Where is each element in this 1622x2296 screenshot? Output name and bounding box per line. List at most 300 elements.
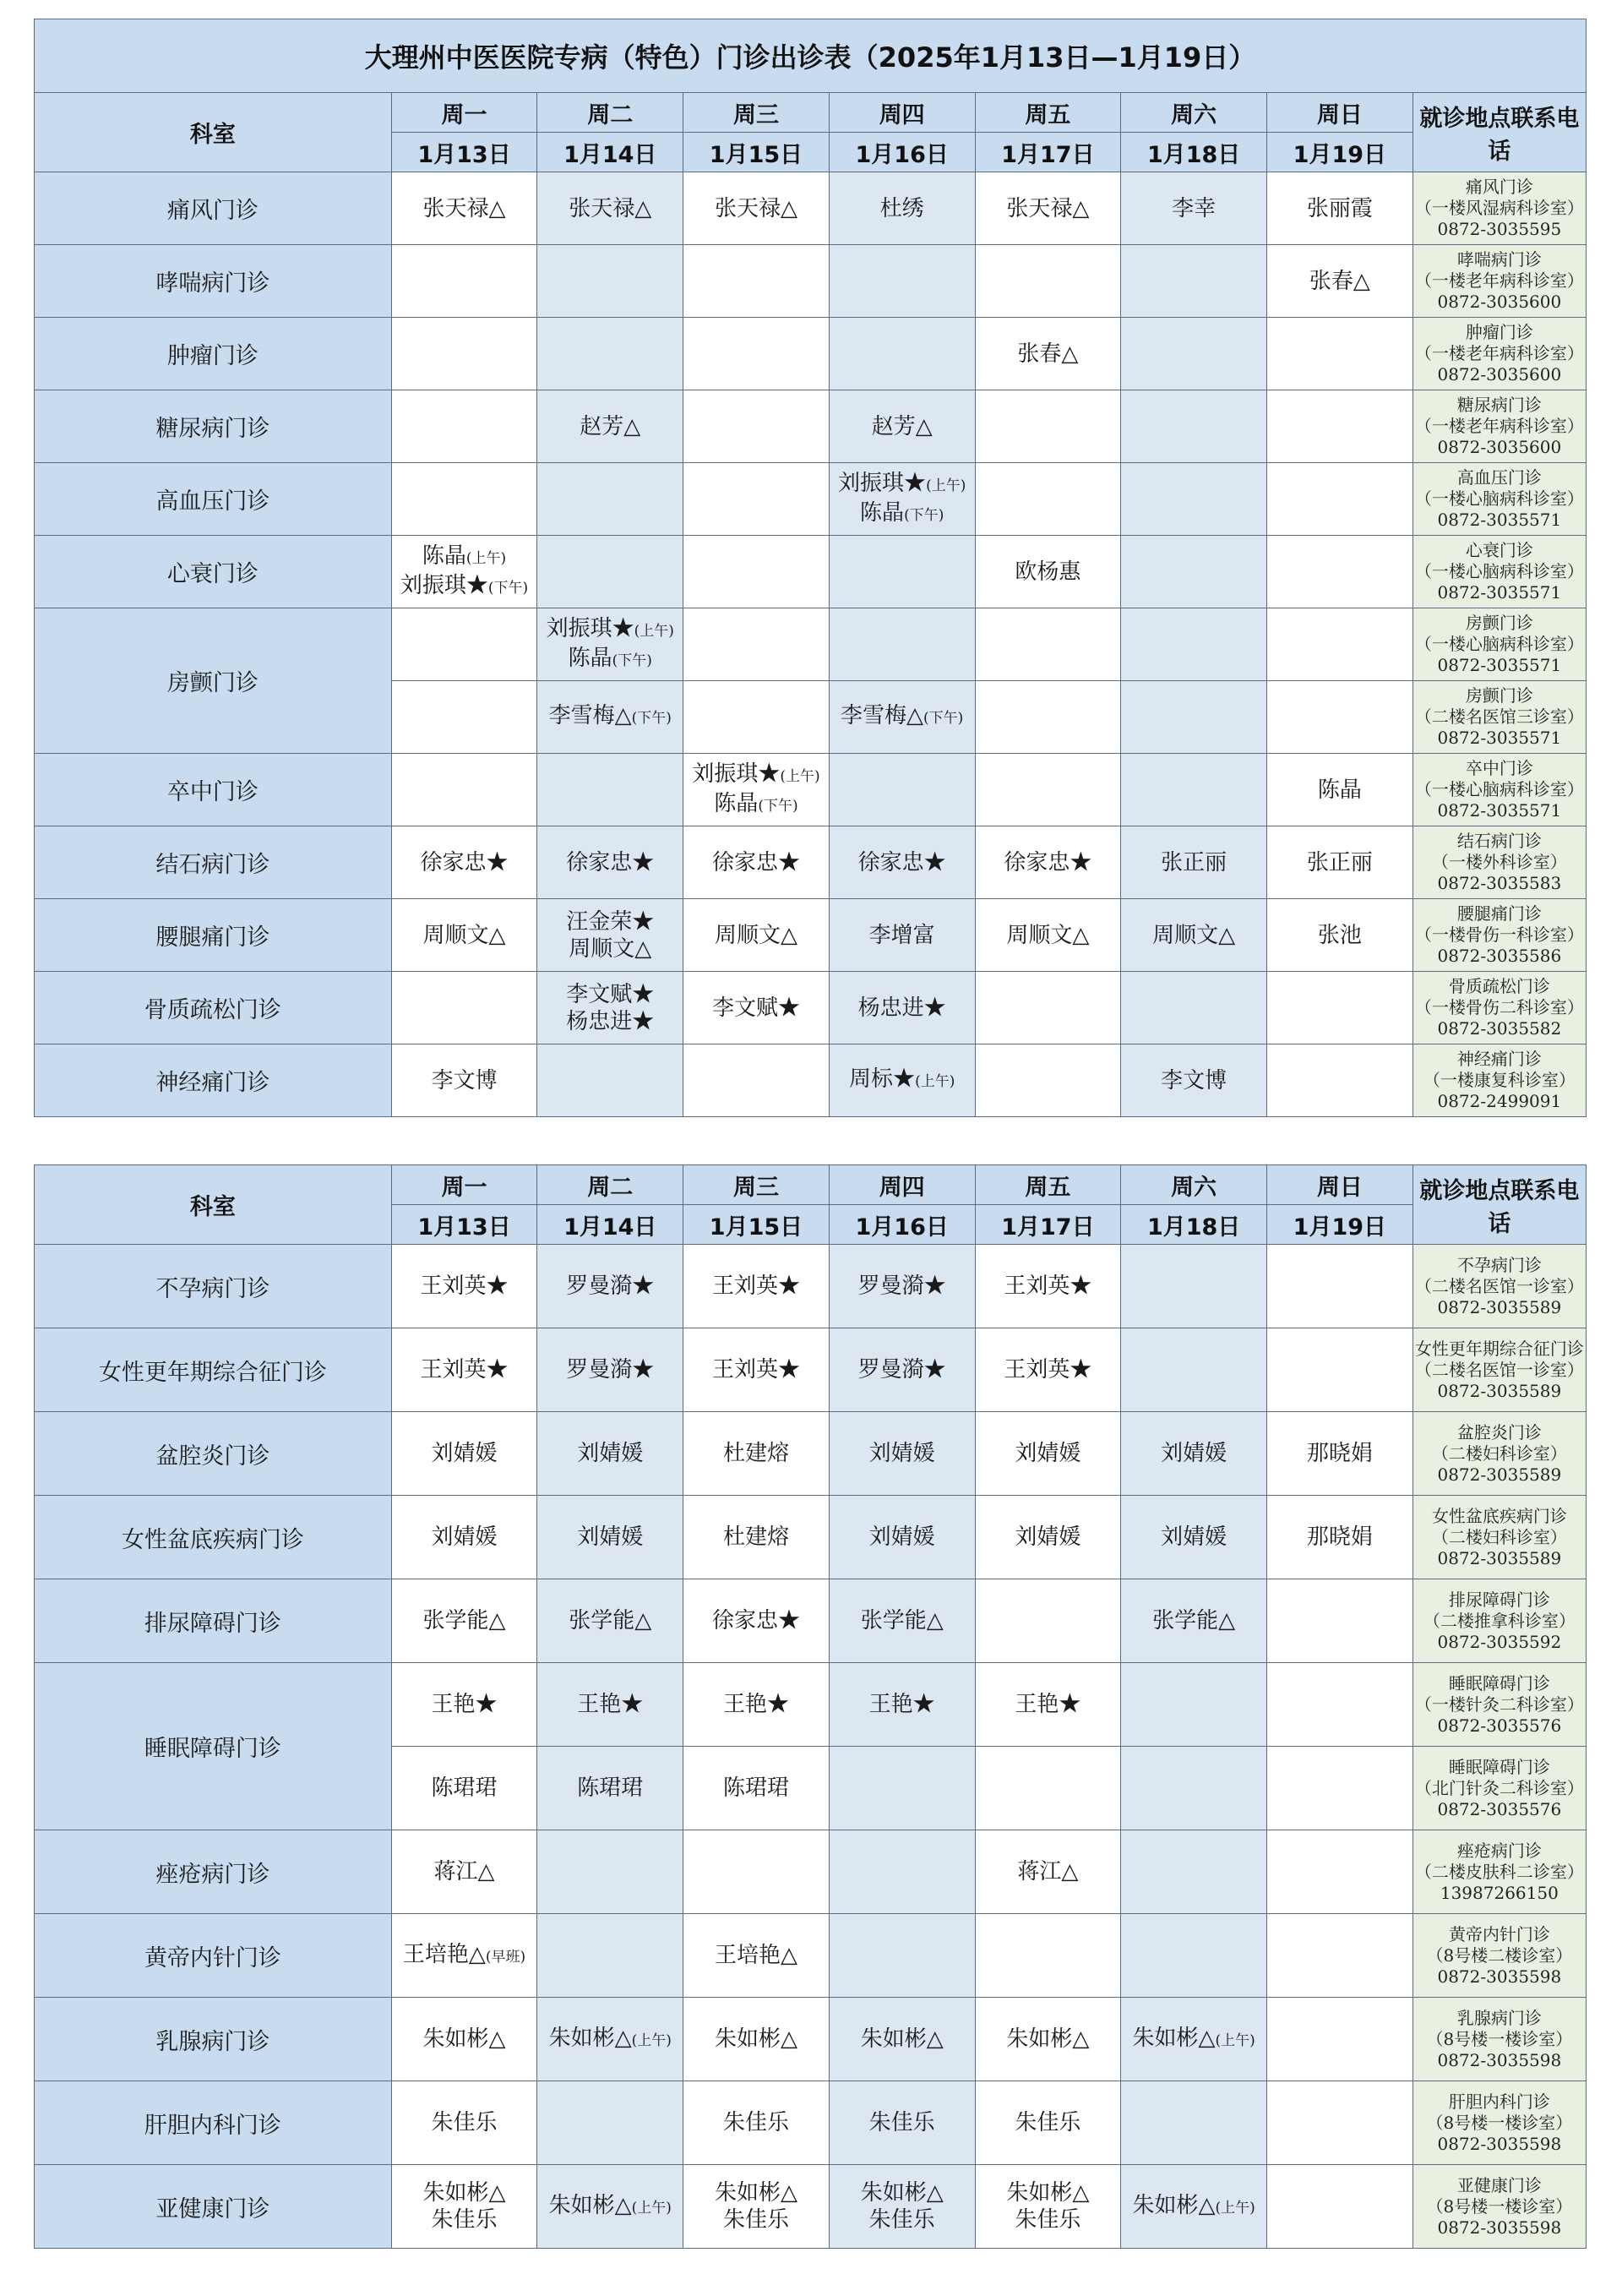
doctor-entry <box>537 1273 683 1300</box>
doctor-entry <box>392 2206 537 2233</box>
doctor-entry <box>976 1858 1121 1885</box>
doctor-cell <box>1121 1245 1267 1328</box>
location-line: 盆腔炎门诊 <box>1456 1421 1542 1442</box>
doctor-name: 张春△ <box>1309 268 1370 294</box>
location-line: （8号楼一楼诊室） <box>1426 2112 1573 2133</box>
location-line: 黄帝内针门诊 <box>1448 1923 1550 1944</box>
doctor-name: 陈珺珺 <box>431 1775 498 1801</box>
dept-name: 房颤门诊 <box>35 608 392 754</box>
doctor-name: 罗曼漪★ <box>857 1273 946 1299</box>
location-contact <box>1412 1328 1586 1412</box>
phone-number: 0872-3035586 <box>1437 946 1562 966</box>
phone-number: 0872-3035600 <box>1437 364 1562 384</box>
doctor-name: 王艳★ <box>868 1692 935 1717</box>
doctor-cell <box>975 1496 1121 1579</box>
doctor-entry <box>392 1691 537 1718</box>
phone-number: 0872-3035592 <box>1437 1631 1562 1652</box>
doctor-name: 朱佳乐 <box>431 2110 498 2135</box>
doctor-cell <box>391 826 537 899</box>
doctor-cell <box>829 2165 975 2249</box>
doctor-entry <box>392 2109 537 2136</box>
doctor-entry <box>1121 849 1266 876</box>
doctor-cell <box>537 172 683 245</box>
doctor-name: 朱如彬△ <box>548 2025 632 2051</box>
doctor-entry <box>683 849 829 876</box>
doctor-name: 王刘英★ <box>420 1357 509 1383</box>
doctor-entry <box>976 1691 1121 1718</box>
doctor-entry <box>976 2179 1121 2206</box>
doctor-name: 张池 <box>1317 922 1362 948</box>
table-row <box>35 1830 1587 1914</box>
doctor-entry <box>537 195 683 222</box>
table-row <box>35 1044 1587 1117</box>
phone-number: 0872-3035576 <box>1437 1715 1562 1736</box>
doctor-name: 王刘英★ <box>420 1273 509 1299</box>
doctor-entry <box>830 1691 975 1718</box>
doctor-entry <box>1267 777 1412 804</box>
doctor-name: 刘婧媛 <box>1015 1524 1081 1550</box>
location-line: （8号楼一楼诊室） <box>1426 2028 1573 2049</box>
doctor-entry <box>537 702 683 732</box>
session-note: (上午) <box>465 549 507 567</box>
doctor-entry <box>683 1524 829 1551</box>
doctor-cell <box>537 390 683 463</box>
doctor-cell <box>683 1747 830 1830</box>
doctor-cell <box>391 2165 537 2249</box>
doctor-cell <box>975 172 1121 245</box>
location-header: 就诊地点联系电话 <box>1412 93 1586 172</box>
doctor-cell <box>1121 172 1267 245</box>
location-line: （二楼皮肤科二诊室） <box>1414 1861 1584 1882</box>
location-line: （一楼老年病科诊室） <box>1414 416 1584 436</box>
doctor-name: 朱如彬△ <box>714 2180 797 2206</box>
phone-number: 0872-2499091 <box>1437 1091 1562 1111</box>
doctor-cell <box>1121 608 1267 681</box>
location-line: 结石病门诊 <box>1456 831 1542 851</box>
doctor-name: 徐家忠★ <box>566 849 655 875</box>
doctor-cell <box>683 1245 830 1328</box>
doctor-cell <box>829 899 975 972</box>
dept-name: 排尿障碍门诊 <box>35 1579 392 1663</box>
location-line: （二楼名医馆三诊室） <box>1414 706 1584 727</box>
doctor-name: 朱如彬△ <box>714 2026 797 2052</box>
doctor-cell <box>975 1914 1121 1998</box>
table-row <box>35 536 1587 608</box>
table-row <box>35 1998 1587 2081</box>
session-note: (下午) <box>904 506 944 524</box>
doctor-name: 张丽霞 <box>1306 195 1373 221</box>
day-header: 周四 <box>829 1165 975 1205</box>
location-line: 糖尿病门诊 <box>1456 395 1542 415</box>
doctor-cell <box>829 754 975 826</box>
date-header: 1月15日 <box>683 1205 830 1245</box>
doctor-cell <box>537 1496 683 1579</box>
doctor-name: 陈珺珺 <box>577 1775 644 1801</box>
date-header: 1月14日 <box>537 133 683 172</box>
location-contact <box>1412 608 1586 681</box>
doctor-cell <box>829 681 975 754</box>
location-line: 肝胆内科门诊 <box>1448 2091 1550 2112</box>
location-line: 女性盆底疾病门诊 <box>1431 1505 1567 1526</box>
doctor-cell <box>975 1245 1121 1328</box>
doctor-name: 王培艳△ <box>714 1943 797 1968</box>
doctor-name: 朱佳乐 <box>431 2207 498 2233</box>
doctor-cell <box>975 754 1121 826</box>
doctor-cell <box>1266 2081 1412 2165</box>
session-note: (上午) <box>634 622 674 640</box>
doctor-cell <box>975 681 1121 754</box>
location-contact <box>1412 1830 1586 1914</box>
phone-number: 0872-3035598 <box>1437 2049 1562 2070</box>
doctor-name: 李雪梅△ <box>841 703 924 728</box>
dept-name: 骨质疏松门诊 <box>35 972 392 1044</box>
doctor-name: 汪金荣★ <box>566 908 655 935</box>
doctor-cell <box>537 754 683 826</box>
doctor-entry <box>976 922 1121 949</box>
day-header: 周日 <box>1266 93 1412 133</box>
doctor-cell <box>537 1830 683 1914</box>
session-note: (下午) <box>612 652 652 669</box>
doctor-cell <box>1121 681 1267 754</box>
doctor-entry <box>1267 849 1412 876</box>
doctor-cell <box>537 826 683 899</box>
doctor-cell <box>537 1412 683 1496</box>
doctor-entry <box>392 572 537 602</box>
doctor-entry <box>392 1273 537 1300</box>
doctor-name: 徐家忠★ <box>711 1608 800 1633</box>
doctor-cell <box>829 1747 975 1830</box>
doctor-name: 周顺文△ <box>422 922 506 948</box>
date-header: 1月16日 <box>829 133 975 172</box>
doctor-entry <box>392 1858 537 1885</box>
doctor-entry <box>1121 2192 1266 2222</box>
doctor-entry <box>683 761 829 790</box>
doctor-cell <box>537 1245 683 1328</box>
doctor-cell <box>975 245 1121 318</box>
doctor-name: 李幸 <box>1172 195 1216 221</box>
session-note: (下午) <box>487 579 529 597</box>
location-line: 神经痛门诊 <box>1456 1049 1542 1069</box>
doctor-cell <box>537 1914 683 1998</box>
doctor-name: 杜建熔 <box>722 1524 789 1550</box>
doctor-name: 那晓娟 <box>1306 1441 1373 1466</box>
table-row <box>35 172 1587 245</box>
doctor-name: 李文赋★ <box>711 995 800 1021</box>
doctor-name: 李文博 <box>431 1067 498 1093</box>
doctor-cell <box>1266 972 1412 1044</box>
doctor-cell <box>391 608 537 681</box>
doctor-entry <box>976 849 1121 876</box>
doctor-name: 陈晶 <box>714 790 759 816</box>
doctor-cell <box>829 463 975 536</box>
doctor-name: 张学能△ <box>860 1608 944 1633</box>
location-line: （一楼骨伤一科诊室） <box>1414 924 1584 945</box>
doctor-cell <box>391 390 537 463</box>
doctor-entry <box>537 413 683 440</box>
doctor-cell <box>1266 1245 1412 1328</box>
doctor-name: 朱如彬△ <box>860 2026 944 2052</box>
doctor-cell <box>829 1914 975 1998</box>
doctor-name: 刘婧媛 <box>1161 1524 1227 1550</box>
doctor-name: 朱如彬△ <box>1006 2026 1090 2052</box>
doctor-cell <box>537 318 683 390</box>
doctor-entry <box>976 1440 1121 1467</box>
doctor-entry <box>683 1356 829 1383</box>
doctor-cell <box>683 1328 830 1412</box>
doctor-name: 李文赋★ <box>566 981 655 1007</box>
doctor-entry <box>976 1273 1121 1300</box>
doctor-cell <box>1121 536 1267 608</box>
doctor-cell <box>1266 1579 1412 1663</box>
doctor-name: 徐家忠★ <box>857 849 946 875</box>
doctor-cell <box>683 1914 830 1998</box>
table-row <box>35 754 1587 826</box>
doctor-cell <box>829 1412 975 1496</box>
doctor-entry <box>976 195 1121 222</box>
doctor-cell <box>391 1747 537 1830</box>
doctor-entry <box>1121 2025 1266 2054</box>
doctor-name: 赵芳△ <box>871 413 933 439</box>
doctor-entry <box>1121 1440 1266 1467</box>
doctor-cell <box>1266 1830 1412 1914</box>
doctor-cell <box>1121 2165 1267 2249</box>
doctor-name: 朱如彬△ <box>860 2180 944 2206</box>
doctor-cell <box>975 1328 1121 1412</box>
dept-name: 痤疮病门诊 <box>35 1830 392 1914</box>
date-header: 1月15日 <box>683 133 830 172</box>
doctor-cell <box>975 1579 1121 1663</box>
doctor-entry <box>976 1356 1121 1383</box>
doctor-name: 张正丽 <box>1161 849 1227 875</box>
doctor-entry <box>537 1524 683 1551</box>
schedule-body-2 <box>35 1245 1587 2249</box>
doctor-entry <box>392 1356 537 1383</box>
doctor-name: 赵芳△ <box>580 413 641 439</box>
location-line: （一楼老年病科诊室） <box>1414 343 1584 363</box>
doctor-cell <box>1266 172 1412 245</box>
doctor-cell <box>829 172 975 245</box>
doctor-entry <box>976 2206 1121 2233</box>
doctor-entry <box>537 849 683 876</box>
location-contact <box>1412 1914 1586 1998</box>
day-header: 周日 <box>1266 1165 1412 1205</box>
doctor-cell <box>1266 754 1412 826</box>
doctor-cell <box>391 754 537 826</box>
doctor-name: 欧杨惠 <box>1015 559 1081 585</box>
location-line: 痛风门诊 <box>1465 177 1533 197</box>
doctor-entry <box>830 2179 975 2206</box>
doctor-entry <box>1121 922 1266 949</box>
doctor-cell <box>683 245 830 318</box>
doctor-entry <box>683 2026 829 2053</box>
doctor-cell <box>1266 2165 1412 2249</box>
doctor-cell <box>1266 1328 1412 1412</box>
doctor-entry <box>830 1273 975 1300</box>
day-header: 周二 <box>537 1165 683 1205</box>
doctor-name: 徐家忠★ <box>711 849 800 875</box>
session-note: (上午) <box>926 477 966 494</box>
doctor-name: 王艳★ <box>722 1692 789 1717</box>
location-line: 睡眠障碍门诊 <box>1448 1672 1550 1693</box>
location-line: 不孕病门诊 <box>1456 1254 1542 1275</box>
doctor-entry <box>976 559 1121 586</box>
doctor-entry <box>392 1775 537 1802</box>
table-row <box>35 1412 1587 1496</box>
doctor-name: 张春△ <box>1017 341 1079 367</box>
doctor-entry <box>392 2026 537 2053</box>
doctor-name: 徐家忠★ <box>1004 849 1092 875</box>
doctor-name: 刘婧媛 <box>577 1441 644 1466</box>
session-note: (上午) <box>631 2199 672 2217</box>
doctor-cell <box>391 899 537 972</box>
doctor-name: 杨忠进★ <box>857 995 946 1021</box>
day-header: 周三 <box>683 93 830 133</box>
location-contact <box>1412 1245 1586 1328</box>
doctor-cell <box>683 608 830 681</box>
doctor-name: 刘振琪★ <box>400 572 488 598</box>
doctor-name: 陈晶 <box>422 543 466 569</box>
day-header: 周六 <box>1121 1165 1267 1205</box>
doctor-cell <box>391 318 537 390</box>
session-note: (上午) <box>631 2031 672 2049</box>
doctor-entry <box>537 645 683 674</box>
doctor-entry <box>683 195 829 222</box>
doctor-name: 李增富 <box>868 922 935 948</box>
doctor-entry <box>683 1273 829 1300</box>
location-contact <box>1412 2165 1586 2249</box>
doctor-cell <box>391 1914 537 1998</box>
doctor-cell <box>391 1245 537 1328</box>
location-contact <box>1412 754 1586 826</box>
doctor-cell <box>829 1663 975 1747</box>
doctor-entry <box>537 1356 683 1383</box>
doctor-cell <box>683 463 830 536</box>
doctor-cell <box>1266 463 1412 536</box>
doctor-name: 张学能△ <box>1152 1608 1236 1633</box>
doctor-name: 陈珺珺 <box>722 1775 789 1801</box>
day-header: 周四 <box>829 93 975 133</box>
doctor-name: 刘振琪★ <box>838 470 927 496</box>
doctor-entry <box>1267 922 1412 949</box>
doctor-cell <box>683 2081 830 2165</box>
doctor-entry <box>830 1607 975 1634</box>
doctor-entry <box>392 543 537 572</box>
doctor-entry <box>1121 195 1266 222</box>
doctor-name: 王刘英★ <box>1004 1357 1092 1383</box>
location-line: 高血压门诊 <box>1456 467 1542 488</box>
dept-name: 心衰门诊 <box>35 536 392 608</box>
doctor-cell <box>537 681 683 754</box>
doctor-cell <box>975 1830 1121 1914</box>
location-line: 女性更年期综合征门诊 <box>1414 1338 1584 1359</box>
day-header: 周一 <box>391 1165 537 1205</box>
doctor-cell <box>829 390 975 463</box>
location-contact <box>1412 245 1586 318</box>
doctor-entry <box>976 2109 1121 2136</box>
doctor-entry <box>1267 1524 1412 1551</box>
doctor-cell <box>829 2081 975 2165</box>
doctor-entry <box>392 922 537 949</box>
doctor-entry <box>830 1524 975 1551</box>
location-contact <box>1412 1412 1586 1496</box>
doctor-name: 朱如彬△ <box>548 2192 632 2218</box>
schedule-table-1 <box>34 19 1587 1117</box>
dept-name: 盆腔炎门诊 <box>35 1412 392 1496</box>
dept-name: 痛风门诊 <box>35 172 392 245</box>
table-row <box>35 463 1587 536</box>
dept-name: 哮喘病门诊 <box>35 245 392 318</box>
doctor-entry <box>830 1440 975 1467</box>
doctor-cell <box>1266 899 1412 972</box>
doctor-cell <box>1266 1412 1412 1496</box>
doctor-cell <box>975 390 1121 463</box>
doctor-entry <box>537 1775 683 1802</box>
location-contact <box>1412 318 1586 390</box>
table-row <box>35 1579 1587 1663</box>
doctor-cell <box>829 1998 975 2081</box>
table-row <box>35 1496 1587 1579</box>
location-line: 腰腿痛门诊 <box>1456 903 1542 924</box>
location-contact <box>1412 2081 1586 2165</box>
dept-name: 卒中门诊 <box>35 754 392 826</box>
doctor-entry <box>830 2109 975 2136</box>
doctor-entry <box>392 2179 537 2206</box>
doctor-cell <box>1121 1914 1267 1998</box>
doctor-name: 陈晶 <box>568 645 612 671</box>
doctor-entry <box>830 995 975 1022</box>
phone-number: 0872-3035589 <box>1437 1547 1562 1568</box>
doctor-cell <box>537 1328 683 1412</box>
phone-number: 0872-3035571 <box>1437 655 1562 675</box>
doctor-name: 张学能△ <box>569 1608 652 1633</box>
doctor-cell <box>391 1328 537 1412</box>
location-contact <box>1412 1663 1586 1747</box>
doctor-name: 刘振琪★ <box>692 761 781 787</box>
location-contact <box>1412 1579 1586 1663</box>
doctor-cell <box>537 1044 683 1117</box>
phone-number: 0872-3035595 <box>1437 219 1562 239</box>
doctor-cell <box>683 1412 830 1496</box>
phone-number: 0872-3035589 <box>1437 1296 1562 1317</box>
day-header: 周五 <box>975 1165 1121 1205</box>
doctor-cell <box>391 1412 537 1496</box>
doctor-name: 朱如彬△ <box>1132 2025 1216 2051</box>
dept-name: 黄帝内针门诊 <box>35 1914 392 1998</box>
doctor-name: 陈晶 <box>860 499 905 526</box>
phone-number: 0872-3035582 <box>1437 1018 1562 1039</box>
doctor-cell <box>683 1830 830 1914</box>
doctor-entry <box>1121 1607 1266 1634</box>
doctor-name: 朱如彬△ <box>422 2180 506 2206</box>
page-title: 大理州中医医院专病（特色）门诊出诊表（2025年1月13日—1月19日） <box>35 19 1587 93</box>
doctor-entry <box>392 1941 537 1971</box>
doctor-cell <box>829 1245 975 1328</box>
dept-name: 肿瘤门诊 <box>35 318 392 390</box>
session-note: (上午) <box>1215 2031 1255 2049</box>
doctor-entry <box>830 470 975 499</box>
phone-number: 13987266150 <box>1440 1882 1559 1903</box>
location-contact <box>1412 1044 1586 1117</box>
doctor-name: 刘婧媛 <box>577 1524 644 1550</box>
doctor-cell <box>683 826 830 899</box>
table-row <box>35 1328 1587 1412</box>
day-header: 周六 <box>1121 93 1267 133</box>
doctor-cell <box>1121 1998 1267 2081</box>
doctor-cell <box>683 318 830 390</box>
session-note: (上午) <box>780 767 820 785</box>
doctor-cell <box>391 681 537 754</box>
dept-header: 科室 <box>35 1165 392 1245</box>
